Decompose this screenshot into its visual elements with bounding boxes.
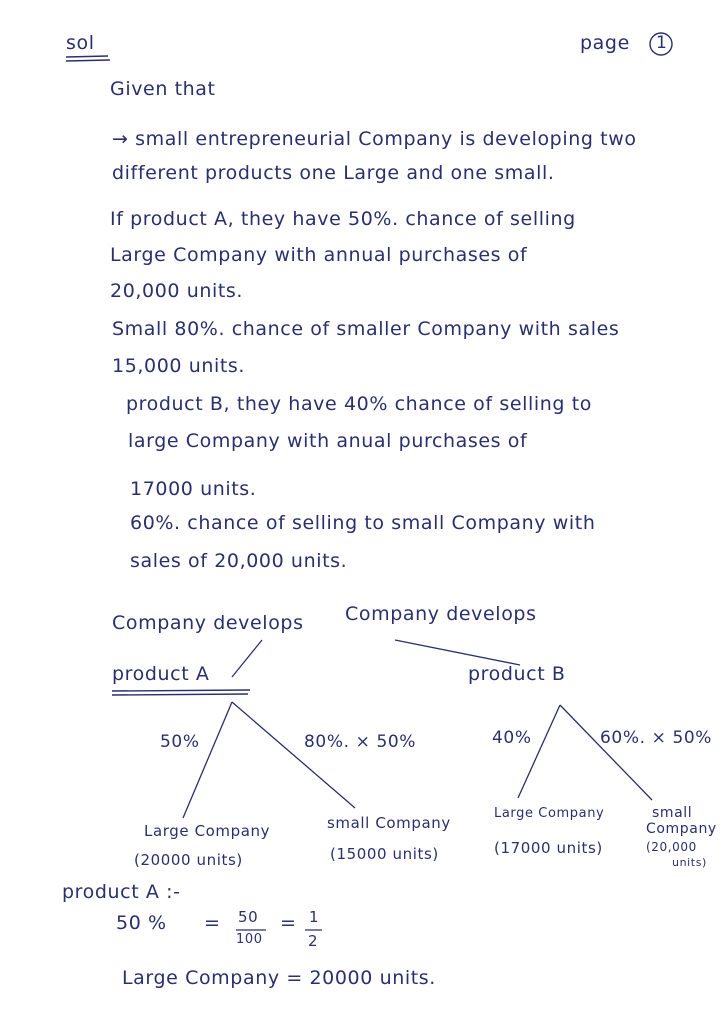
text-line-9: product B, they have 40% chance of selling to [126, 393, 592, 415]
page-label: page [580, 32, 630, 54]
product-b-label: product B [468, 663, 566, 685]
product-a-underline [112, 690, 250, 691]
connector-right [395, 640, 520, 665]
branch-a2-prob: 80%. × 50% [304, 732, 417, 752]
sol-label: sol [66, 32, 95, 54]
tree-header-right: Company develops [345, 603, 537, 625]
branch-a1-prob: 50% [160, 732, 200, 752]
tree-a-left-branch [183, 702, 232, 818]
branch-b1-prob: 40% [492, 728, 532, 748]
leaf-b2-line1: small [652, 805, 693, 821]
leaf-b1-units: (17000 units) [494, 839, 603, 857]
sol-underline [66, 56, 108, 57]
calc-heading: product A :- [62, 881, 181, 903]
text-line-8: 15,000 units. [112, 355, 246, 377]
leaf-a2-units: (15000 units) [330, 845, 439, 863]
tree-header-left: Company develops [112, 612, 304, 634]
text-line-3: different products one Large and one small. [112, 162, 555, 184]
calc-denominator-2: 2 [308, 932, 319, 950]
tree-a-right-branch [232, 702, 355, 808]
text-line-12: 60%. chance of selling to small Company with [130, 512, 596, 534]
text-line-1: Given that [110, 78, 216, 100]
calc-lhs: 50 % [116, 912, 167, 934]
tree-b-right-branch [560, 705, 652, 800]
leaf-a1-units: (20000 units) [134, 851, 243, 869]
sol-underline-2 [66, 60, 110, 61]
tree-b-left-branch [518, 705, 560, 798]
leaf-b2-line4: units) [672, 856, 707, 869]
text-line-2: → small entrepreneurial Company is developing two [112, 128, 637, 150]
calc-numerator-2: 1 [309, 908, 320, 926]
text-line-5: Large Company with annual purchases of [110, 244, 528, 266]
text-line-4: If product A, they have 50%. chance of selling [110, 208, 576, 230]
branch-b2-prob: 60%. × 50% [600, 728, 713, 748]
calc-result: Large Company = 20000 units. [122, 967, 436, 989]
text-line-6: 20,000 units. [110, 280, 244, 302]
leaf-b2-line2: Company [646, 821, 717, 837]
product-a-label: product A [112, 663, 210, 685]
text-line-11: 17000 units. [130, 478, 257, 500]
calc-equals-1: = [204, 912, 221, 934]
page-number: 1 [656, 33, 668, 53]
text-line-10: large Company with anual purchases of [128, 430, 528, 452]
calc-equals-2: = [280, 912, 297, 934]
leaf-b1-title: Large Company [494, 806, 605, 821]
calc-denominator: 100 [236, 932, 263, 947]
calc-numerator: 50 [238, 908, 259, 926]
text-line-13: sales of 20,000 units. [130, 550, 348, 572]
text-line-7: Small 80%. chance of smaller Company with sales [112, 318, 620, 340]
leaf-a2-title: small Company [327, 814, 451, 832]
leaf-a1-title: Large Company [144, 822, 271, 840]
product-a-underline-2 [112, 694, 248, 695]
connector-left [232, 640, 262, 677]
leaf-b2-line3: (20,000 [646, 840, 697, 854]
